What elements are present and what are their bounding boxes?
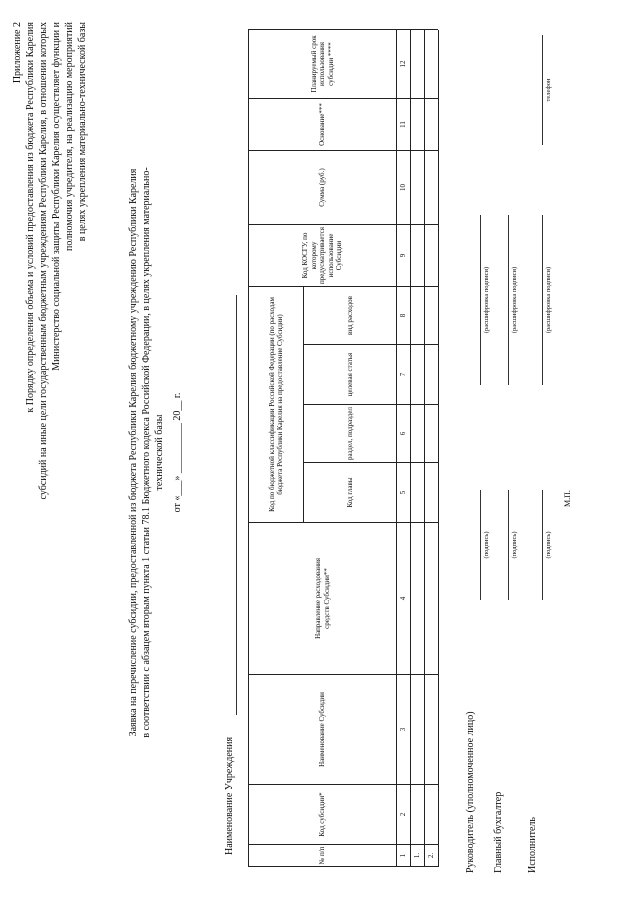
executor-label: Исполнитель xyxy=(527,817,538,873)
sign-hint: (подпись) xyxy=(545,531,552,559)
appendix-line: Министерство социальной защиты Республики Карелия осуществляет функции и xyxy=(51,22,62,371)
header-name: Наименование Субсидии xyxy=(318,692,327,767)
accountant-label: Главный бухгалтер xyxy=(493,791,504,873)
header-glava: Код главы xyxy=(345,477,354,508)
col-number: 7 xyxy=(399,372,408,377)
executor-decode-field[interactable] xyxy=(542,215,543,385)
col-number: 2 xyxy=(399,812,408,817)
title-date: от «___» __________ 20__ г. xyxy=(172,392,183,513)
decode-hint: (расшифровка подписи) xyxy=(545,266,552,334)
table-row: 1. xyxy=(413,852,422,859)
col-number: 4 xyxy=(399,596,408,601)
title-line: в соответствии с абзацем вторым пункта 1 статьи 78.1 Бюджетного кодекса Российской Федерации, в целях укрепления материально- xyxy=(141,167,152,738)
header-vid: вид расходов xyxy=(345,296,354,335)
decode-hint: (расшифровка подписи) xyxy=(483,266,490,334)
phone-hint: телефон xyxy=(545,78,552,102)
head-label: Руководитель (уполномоченное лицо) xyxy=(465,711,476,873)
header-num: № п/п xyxy=(318,846,327,865)
phone-field[interactable] xyxy=(542,35,543,145)
executor-sign-field[interactable] xyxy=(542,490,543,600)
head-decode-field[interactable] xyxy=(480,215,481,385)
sign-hint: (подпись) xyxy=(511,531,518,559)
header-kosgu: Код КОСГУ, по которому предусматривается использование Субсидии xyxy=(301,226,344,285)
header-sum: Сумма (руб.) xyxy=(318,168,327,207)
header-razdel: раздел, подраздел xyxy=(345,407,354,460)
header-bk-group: Код по бюджетной классификации Российской Федерации (по расходам бюджета Республики Карелия на предоставление Субсидии) xyxy=(267,297,284,512)
col-number: 5 xyxy=(399,490,408,495)
institution-label: Наименование Учреждения xyxy=(224,736,235,855)
accountant-decode-field[interactable] xyxy=(508,215,509,385)
col-number: 9 xyxy=(399,253,408,258)
sign-hint: (подпись) xyxy=(483,531,490,559)
title-line: технической базы xyxy=(154,414,165,491)
appendix-line: в целях укрепления материально-технической базы xyxy=(77,22,88,242)
header-basis: Основание*** xyxy=(318,103,327,146)
head-sign-field[interactable] xyxy=(480,490,481,600)
appendix-number: Приложение 2 xyxy=(12,22,23,84)
appendix-line: к Порядку определения объема и условий предоставления из бюджета Республики Карелия xyxy=(25,22,36,413)
header-statya: целевая статья xyxy=(345,352,354,397)
header-direction: Направление расходования средств Субсидии** xyxy=(314,558,331,639)
col-number: 1 xyxy=(399,853,408,858)
col-number: 12 xyxy=(399,60,408,68)
header-code: Код субсидии* xyxy=(318,792,327,837)
appendix-line: полномочия учредителя, на реализацию мероприятий xyxy=(64,22,75,252)
col-number: 8 xyxy=(399,313,408,318)
table-row: 2. xyxy=(427,852,436,859)
appendix-line: субсидий на иные цели государственным бюджетным учреждениям Республики Карелия, в отношении которых xyxy=(38,22,49,500)
decode-hint: (расшифровка подписи) xyxy=(511,266,518,334)
stamp-place: М.П. xyxy=(563,490,572,507)
institution-field[interactable] xyxy=(236,295,237,715)
title-line: Заявка на перечисление субсидии, предоставленной из бюджета Республики Карелия бюджетному учреждению Республики Карелия xyxy=(128,168,139,737)
accountant-sign-field[interactable] xyxy=(508,490,509,600)
col-number: 11 xyxy=(399,121,408,128)
col-number: 3 xyxy=(399,727,408,732)
col-number: 10 xyxy=(399,184,408,191)
col-number: 6 xyxy=(399,431,408,436)
header-term: Планируемый срок использования субсидии **** xyxy=(309,35,335,93)
